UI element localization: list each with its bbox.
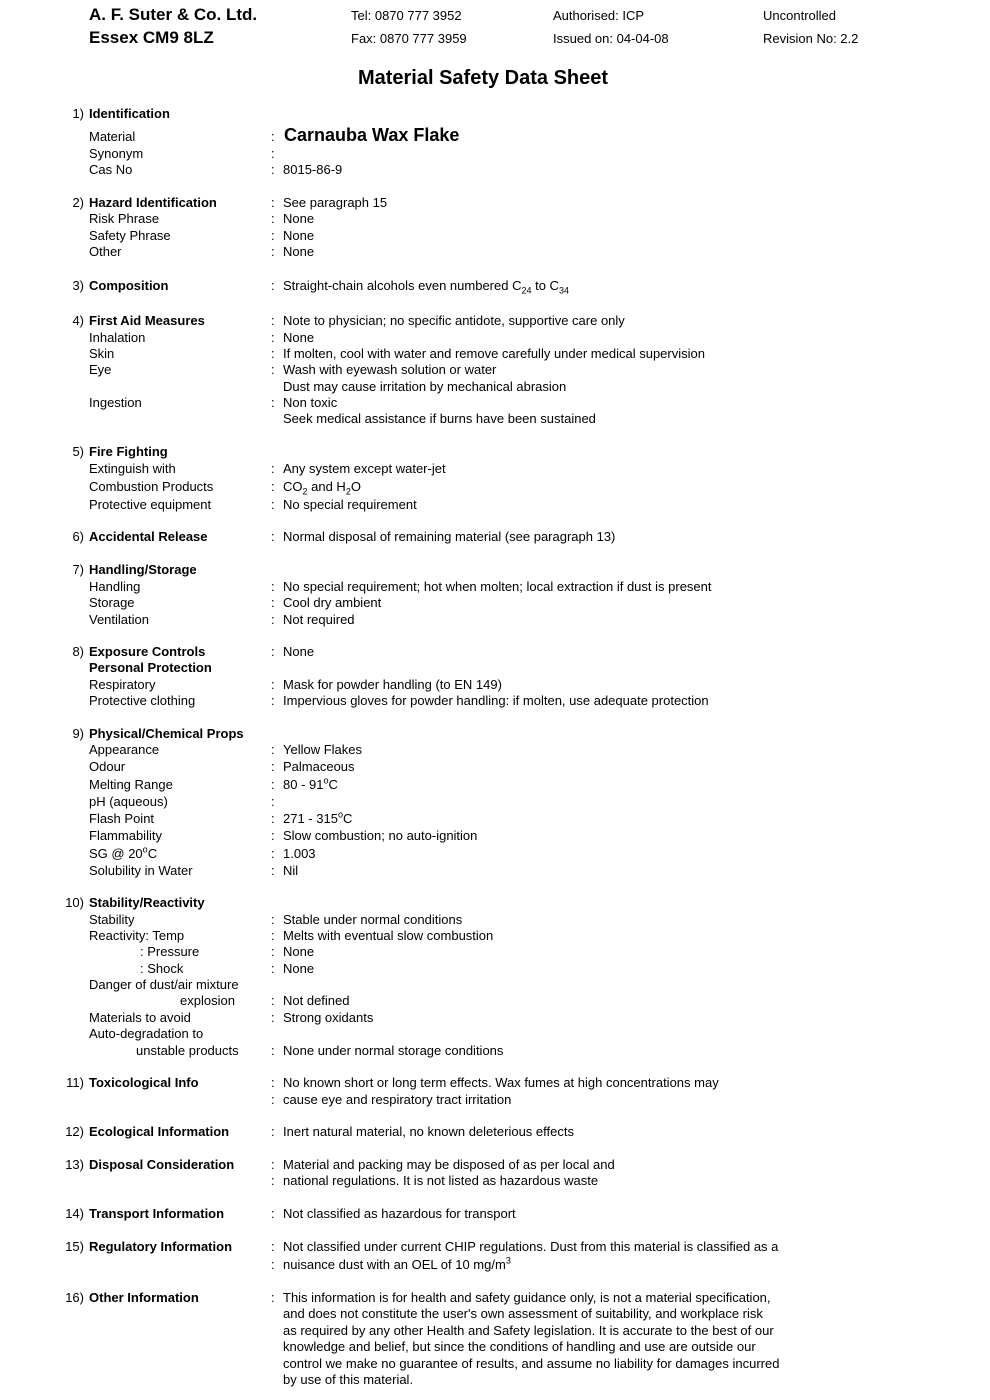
section-number: 10): [65, 895, 84, 910]
separator: :: [271, 497, 275, 512]
field-label: Safety Phrase: [89, 228, 171, 243]
field-value: Inert natural material, no known deleterious effects: [283, 1124, 574, 1139]
field-value: No special requirement: [283, 497, 417, 512]
section-heading: Hazard Identification: [89, 195, 217, 210]
section-number: 2): [72, 195, 84, 210]
field-label: : Pressure: [140, 944, 200, 959]
separator: :: [271, 846, 275, 861]
field-value: Seek medical assistance if burns have been sustained: [283, 411, 596, 426]
company-location: Essex CM9 8LZ: [89, 28, 214, 47]
separator: :: [271, 993, 275, 1008]
field-label: Synonym: [89, 146, 144, 161]
separator: :: [271, 912, 275, 927]
separator: :: [271, 928, 275, 943]
separator: :: [271, 742, 275, 757]
separator: :: [271, 644, 275, 659]
field-label: pH (aqueous): [89, 794, 168, 809]
separator: :: [271, 195, 275, 210]
field-label: Inhalation: [89, 330, 146, 345]
separator: :: [271, 1075, 275, 1090]
field-label: Respiratory: [89, 677, 156, 692]
field-label: Melting Range: [89, 777, 173, 792]
section-heading: Stability/Reactivity: [89, 895, 205, 910]
field-label: Handling: [89, 579, 141, 594]
separator: :: [271, 461, 275, 476]
field-value: Any system except water-jet: [283, 461, 446, 476]
separator: :: [271, 1290, 275, 1305]
field-value: None: [283, 644, 315, 659]
field-label: Protective equipment: [89, 497, 212, 512]
separator: :: [271, 162, 275, 177]
separator: :: [271, 759, 275, 774]
separator: :: [271, 146, 275, 161]
section-heading: Transport Information: [89, 1206, 225, 1221]
field-value: Non toxic: [283, 395, 338, 410]
section-number: 1): [72, 106, 84, 121]
field-label: Combustion Products: [89, 479, 214, 494]
paragraph-line: control we make no guarantee of results, and assume no liability for damages incurred: [283, 1356, 780, 1371]
field-value: Strong oxidants: [283, 1010, 374, 1025]
section-number: 4): [72, 313, 84, 328]
separator: :: [271, 1257, 275, 1272]
field-value: Palmaceous: [283, 759, 355, 774]
paragraph-line: and does not constitute the user's own assessment of suitability, and workplace risk: [283, 1306, 763, 1321]
field-label: unstable products: [136, 1043, 239, 1058]
section-heading: Identification: [89, 106, 170, 121]
authorised: Authorised: ICP: [553, 8, 645, 23]
field-label: Ingestion: [89, 395, 142, 410]
section-heading: First Aid Measures: [89, 313, 205, 328]
field-value: 1.003: [283, 846, 316, 861]
field-value: Cool dry ambient: [283, 595, 382, 610]
field-label: Ventilation: [89, 612, 149, 627]
revision-number: Revision No: 2.2: [763, 31, 859, 46]
separator: :: [271, 1010, 275, 1025]
melting-range-value: 80 - 91$^o$C: [283, 775, 338, 792]
separator: :: [271, 863, 275, 878]
separator: :: [271, 313, 275, 328]
field-label: Appearance: [89, 742, 160, 757]
separator: :: [271, 346, 275, 361]
separator: :: [271, 479, 275, 494]
separator: :: [271, 944, 275, 959]
field-value: None: [283, 961, 315, 976]
separator: :: [271, 1124, 275, 1139]
section-number: 15): [65, 1239, 84, 1254]
section-heading: Ecological Information: [89, 1124, 230, 1139]
field-value: Dust may cause irritation by mechanical abrasion: [283, 379, 567, 394]
section-heading: Disposal Consideration: [89, 1157, 235, 1172]
section-number: 16): [65, 1290, 84, 1305]
section-number: 9): [72, 726, 84, 741]
field-label: Flammability: [89, 828, 162, 843]
separator: :: [271, 595, 275, 610]
field-value: Yellow Flakes: [283, 742, 363, 757]
field-value: See paragraph 15: [283, 195, 388, 210]
separator: :: [271, 828, 275, 843]
field-value: national regulations. It is not listed as hazardous waste: [283, 1173, 599, 1188]
separator: :: [271, 777, 275, 792]
field-value: Impervious gloves for powder handling: if molten, use adequate protection: [283, 693, 709, 708]
field-value: Note to physician; no specific antidote, supportive care only: [283, 313, 625, 328]
separator: :: [271, 129, 275, 144]
section-heading: Regulatory Information: [89, 1239, 233, 1254]
field-value: Melts with eventual slow combustion: [283, 928, 494, 943]
company-name: A. F. Suter & Co. Ltd.: [89, 5, 258, 24]
issued-date: Issued on: 04-04-08: [553, 31, 669, 46]
section-heading: Other Information: [89, 1290, 199, 1305]
separator: :: [271, 278, 275, 293]
field-label: Material: [89, 129, 136, 144]
section-number: 5): [72, 444, 84, 459]
field-value: Normal disposal of remaining material (see paragraph 13): [283, 529, 616, 544]
separator: :: [271, 529, 275, 544]
sg-label: SG @ 20$^o$C: [89, 844, 158, 861]
field-value: No special requirement; hot when molten; local extraction if dust is present: [283, 579, 712, 594]
separator: :: [271, 362, 275, 377]
material-name: Carnauba Wax Flake: [284, 125, 460, 145]
separator: :: [271, 579, 275, 594]
field-value: cause eye and respiratory tract irritation: [283, 1092, 512, 1107]
field-value: Wash with eyewash solution or water: [283, 362, 497, 377]
section-heading: Handling/Storage: [89, 562, 197, 577]
field-value: Mask for powder handling (to EN 149): [283, 677, 502, 692]
composition-value: Straight-chain alcohols even numbered $C_{24}$ to $C_{34}$: [283, 278, 569, 296]
field-label: Flash Point: [89, 811, 155, 826]
section-heading: Composition: [89, 278, 169, 293]
separator: :: [271, 612, 275, 627]
oel-value: nuisance dust with an OEL of 10 $mg/m^3$: [283, 1255, 511, 1272]
field-value: Material and packing may be disposed of as per local and: [283, 1157, 615, 1172]
combustion-products-value: $CO_2$ and $H_2O$: [283, 479, 361, 497]
separator: :: [271, 1239, 275, 1254]
field-label: Skin: [89, 346, 115, 361]
field-value: None: [283, 944, 315, 959]
field-label: Reactivity: Temp: [89, 928, 185, 943]
section-heading: Physical/Chemical Props: [89, 726, 244, 741]
control-status: Uncontrolled: [763, 8, 836, 23]
separator: :: [271, 677, 275, 692]
section-number: 11): [66, 1075, 84, 1090]
separator: :: [271, 395, 275, 410]
section-number: 14): [65, 1206, 84, 1221]
separator: :: [271, 330, 275, 345]
section-number: 7): [72, 562, 84, 577]
section-subheading: Personal Protection: [89, 660, 212, 675]
section-number: 6): [72, 529, 84, 544]
section-heading: Exposure Controls: [89, 644, 206, 659]
field-label: Other: [89, 244, 122, 259]
separator: :: [271, 693, 275, 708]
section-number: 3): [72, 278, 84, 293]
separator: :: [271, 811, 275, 826]
field-label: Auto-degradation to: [89, 1026, 204, 1041]
field-label: Protective clothing: [89, 693, 196, 708]
field-label: Odour: [89, 759, 126, 774]
field-label: Cas No: [89, 162, 133, 177]
section-heading: Toxicological Info: [89, 1075, 199, 1090]
telephone: Tel: 0870 777 3952: [351, 8, 462, 23]
field-value: Nil: [283, 863, 299, 878]
field-value: Slow combustion; no auto-ignition: [283, 828, 478, 843]
paragraph-line: as required by any other Health and Safety legislation. It is accurate to the best of our: [283, 1323, 774, 1338]
field-label: Storage: [89, 595, 135, 610]
fax: Fax: 0870 777 3959: [351, 31, 467, 46]
separator: :: [271, 1173, 275, 1188]
field-label: Stability: [89, 912, 135, 927]
separator: :: [271, 794, 275, 809]
section-number: 13): [65, 1157, 84, 1172]
field-label: Eye: [89, 362, 112, 377]
separator: :: [271, 211, 275, 226]
field-value: Not classified under current CHIP regulations. Dust from this material is classified as a: [283, 1239, 779, 1254]
paragraph-line: knowledge and belief, but since the conditions of handling and use are outside our: [283, 1339, 756, 1354]
flash-point-value: 271 - 315$^o$C: [283, 809, 353, 826]
section-heading: Accidental Release: [89, 529, 208, 544]
field-value: Not classified as hazardous for transport: [283, 1206, 516, 1221]
section-heading: Fire Fighting: [89, 444, 168, 459]
paragraph-line: by use of this material.: [283, 1372, 414, 1387]
field-value: None: [283, 330, 315, 345]
field-value: Not required: [283, 612, 355, 627]
field-value: None: [283, 211, 315, 226]
field-value: Stable under normal conditions: [283, 912, 463, 927]
field-value: No known short or long term effects. Wax fumes at high concentrations may: [283, 1075, 719, 1090]
separator: :: [271, 961, 275, 976]
field-label: explosion: [180, 993, 235, 1008]
field-label: Extinguish with: [89, 461, 176, 476]
field-value: None under normal storage conditions: [283, 1043, 504, 1058]
separator: :: [271, 1157, 275, 1172]
section-number: 8): [72, 644, 84, 659]
field-value: Not defined: [283, 993, 350, 1008]
field-label: Solubility in Water: [89, 863, 193, 878]
field-value: None: [283, 228, 315, 243]
field-value: If molten, cool with water and remove carefully under medical supervision: [283, 346, 705, 361]
separator: :: [271, 1092, 275, 1107]
separator: :: [271, 1206, 275, 1221]
field-label: Risk Phrase: [89, 211, 160, 226]
separator: :: [271, 244, 275, 259]
separator: :: [271, 228, 275, 243]
separator: :: [271, 1043, 275, 1058]
field-value: None: [283, 244, 315, 259]
field-value: 8015-86-9: [283, 162, 343, 177]
paragraph-line: This information is for health and safety guidance only, is not a material specification,: [283, 1290, 771, 1305]
field-label: Danger of dust/air mixture: [89, 977, 239, 992]
document-title: Material Safety Data Sheet: [357, 67, 609, 89]
field-label: : Shock: [140, 961, 184, 976]
section-number: 12): [65, 1124, 84, 1139]
field-label: Materials to avoid: [89, 1010, 191, 1025]
